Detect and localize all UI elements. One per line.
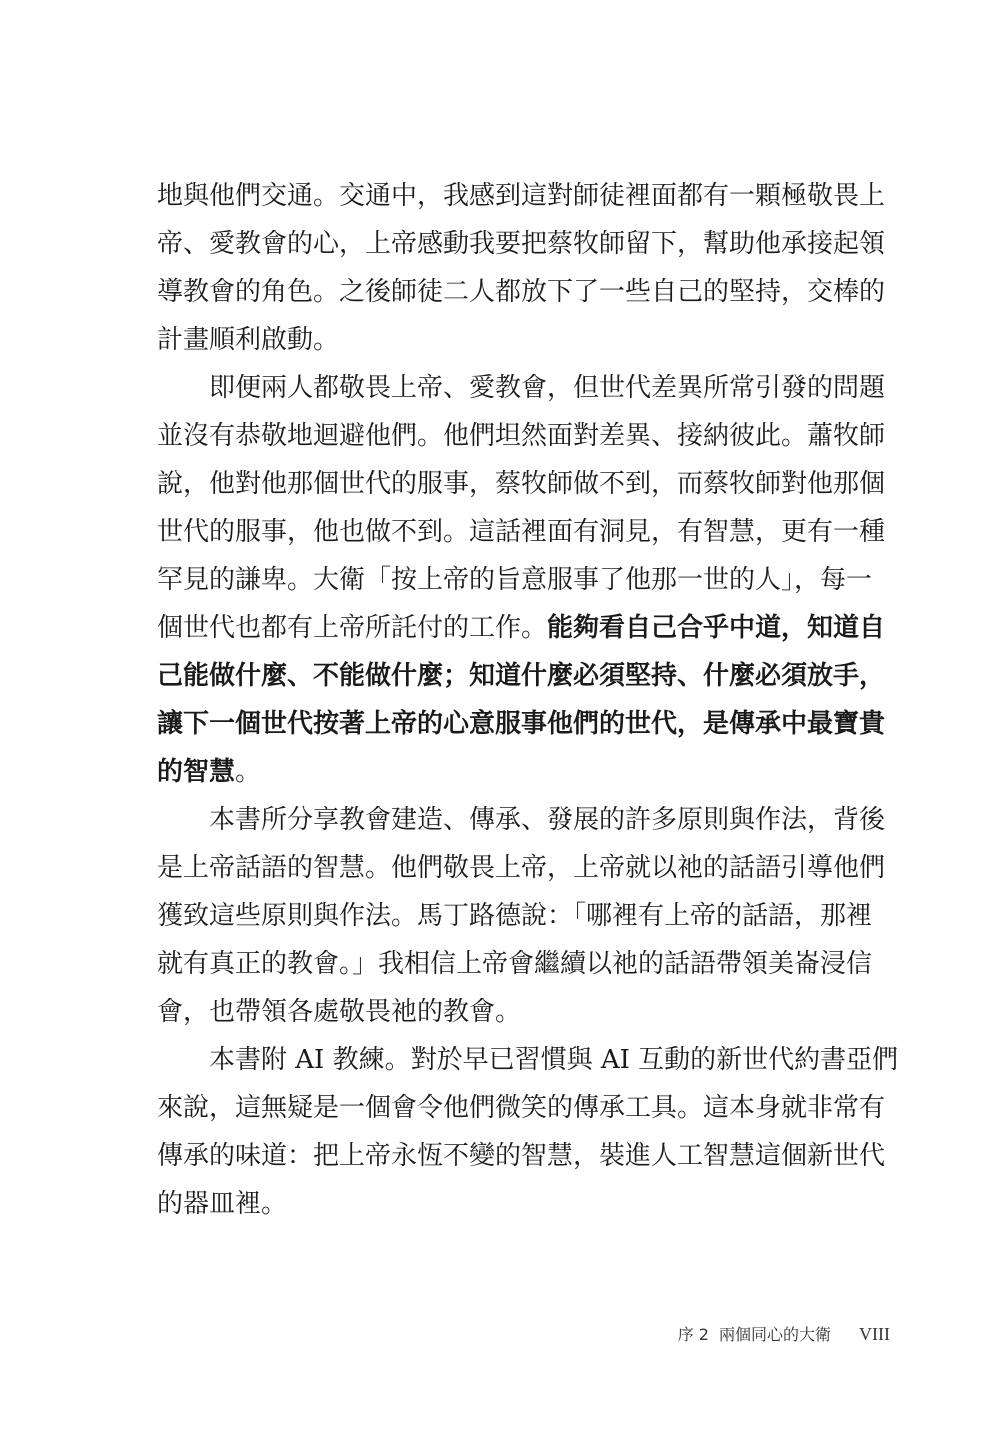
text-line: 是上帝話語的智慧。他們敬畏上帝，上帝就以祂的話語引導他們 xyxy=(157,853,886,883)
emphasis-line: 讓下一個世代按著上帝的心意服事他們的世代，是傳承中最寶貴 xyxy=(157,709,886,739)
text-line: 傳承的味道：把上帝永恆不變的智慧，裝進人工智慧這個新世代 xyxy=(157,1141,886,1171)
emphasis-line: 己能做什麼、不能做什麼；知道什麼必須堅持、什麼必須放手， xyxy=(157,661,886,691)
text-run: 。 xyxy=(235,757,262,787)
text-line: 帝、愛教會的心，上帝感動我要把蔡牧師留下，幫助他承接起領 xyxy=(157,229,886,259)
emphasis-text: 的智慧 xyxy=(157,757,236,787)
text-line: 地與他們交通。交通中，我感到這對師徒裡面都有一顆極敬畏上 xyxy=(157,181,886,211)
text-line: 罕見的謙卑。大衛「按上帝的旨意服事了他那一世的人」，每一 xyxy=(157,565,873,595)
text-line: 導教會的角色。之後師徒二人都放下了一些自己的堅持，交棒的 xyxy=(157,277,886,307)
text-line: 計畫順利啟動。 xyxy=(157,325,340,355)
chapter-title: 兩個同心的大衛 xyxy=(719,1325,832,1344)
section-label: 序 2 xyxy=(677,1325,709,1344)
text-line: 的器皿裡。 xyxy=(157,1189,288,1219)
text-run: 個世代也都有上帝所託付的工作。 xyxy=(157,613,548,643)
paragraph-2 xyxy=(157,364,886,796)
body-text xyxy=(157,172,899,1228)
text-line: 並沒有恭敬地迴避他們。他們坦然面對差異、接納彼此。蕭牧師 xyxy=(157,421,886,451)
emphasis-text: 能夠看自己合乎中道，知道自 xyxy=(547,613,886,643)
text-line: 世代的服事，他也做不到。這話裡面有洞見，有智慧，更有一種 xyxy=(157,517,886,547)
paragraph-1 xyxy=(157,172,886,364)
text-line: 即便兩人都敬畏上帝、愛教會，但世代差異所常引發的問題 xyxy=(209,373,886,403)
text-line: 本書附 AI 教練。對於早已習慣與 AI 互動的新世代約書亞們 xyxy=(209,1045,899,1075)
text-line: 獲致這些原則與作法。馬丁路德說：「哪裡有上帝的話語，那裡 xyxy=(157,901,873,931)
text-line: 來說，這無疑是一個會令他們微笑的傳承工具。這本身就非常有 xyxy=(157,1093,886,1123)
text-line-mixed xyxy=(157,748,847,796)
page-number: VIII xyxy=(859,1324,890,1344)
text-line: 就有真正的教會。」我相信上帝會繼續以祂的話語帶領美崙浸信 xyxy=(157,949,873,979)
text-line: 會，也帶領各處敬畏祂的教會。 xyxy=(157,997,522,1027)
text-line: 說，他對他那個世代的服事，蔡牧師做不到，而蔡牧師對他那個 xyxy=(157,469,886,499)
paragraph-4 xyxy=(157,1036,899,1228)
paragraph-3 xyxy=(157,796,886,1036)
text-line: 本書所分享教會建造、傳承、發展的許多原則與作法，背後 xyxy=(209,805,886,835)
running-footer xyxy=(678,1322,890,1345)
text-line-mixed xyxy=(157,604,886,652)
